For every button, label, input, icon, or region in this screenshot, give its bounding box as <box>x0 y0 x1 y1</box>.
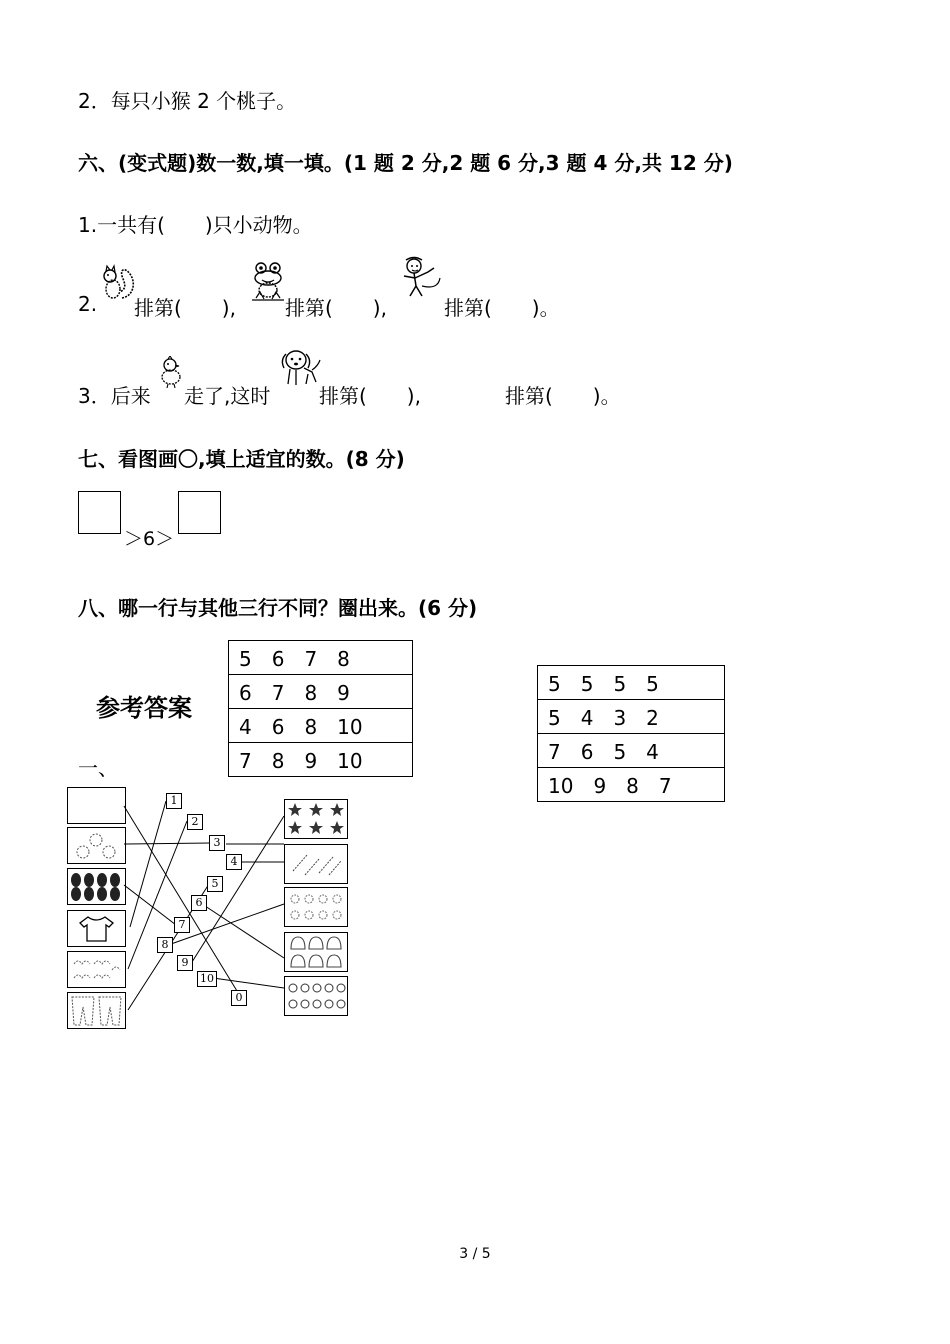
match-number-box: 1 <box>166 793 182 809</box>
question-6-2-number: 2. <box>78 292 98 316</box>
table-cell: 5 6 7 8 <box>229 641 413 675</box>
answers-title: 参考答案 <box>96 694 192 722</box>
table-cell: 10 9 8 7 <box>538 768 725 802</box>
question-6-3-start: 3．后来 <box>78 384 151 408</box>
table-cell: 5 5 5 5 <box>538 666 725 700</box>
question-6-1: 1.一共有( )只小动物。 <box>78 213 313 237</box>
answer-line-2: 2．每只小猴 2 个桃子。 <box>78 89 297 113</box>
match-number-box: 8 <box>157 937 173 953</box>
match-number-box: 6 <box>191 895 207 911</box>
question-6-2-rank-a: 排第( ), <box>134 296 236 320</box>
section-6-title: 六、(变式题)数一数,填一填。(1 题 2 分,2 题 6 分,3 题 4 分,共 12 分) <box>78 151 733 175</box>
question-6-3-rank-b: 排第( )。 <box>505 384 621 408</box>
match-number-box: 4 <box>226 854 242 870</box>
match-number-box: 3 <box>209 835 225 851</box>
table-cell: 7 8 9 10 <box>229 743 413 777</box>
question-6-3-rank-a: 排第( ), <box>319 384 421 408</box>
comparison-expression: ＞6＞ <box>124 528 175 550</box>
question-6-3-middle: 走了,这时 <box>184 384 271 408</box>
match-number-box: 7 <box>174 917 190 933</box>
match-number-box: 0 <box>231 990 247 1006</box>
question-6-2-rank-b: 排第( ), <box>285 296 387 320</box>
match-number-box: 5 <box>207 876 223 892</box>
page-number: 3 / 5 <box>459 1246 491 1262</box>
section-8-title: 八、哪一行与其他三行不同？圈出来。(6 分) <box>78 596 478 620</box>
match-number-box: 9 <box>177 955 193 971</box>
match-number-box: 2 <box>187 814 203 830</box>
table-cell: 7 6 5 4 <box>538 734 725 768</box>
table-cell: 4 6 8 10 <box>229 709 413 743</box>
section-7-title: 七、看图画〇,填上适宜的数。(8 分) <box>78 447 405 471</box>
answers-part-one: 一、 <box>78 756 118 780</box>
match-number-box: 10 <box>197 971 217 987</box>
question-6-2-rank-c: 排第( )。 <box>444 296 560 320</box>
table-cell: 6 7 8 9 <box>229 675 413 709</box>
table-cell: 5 4 3 2 <box>538 700 725 734</box>
